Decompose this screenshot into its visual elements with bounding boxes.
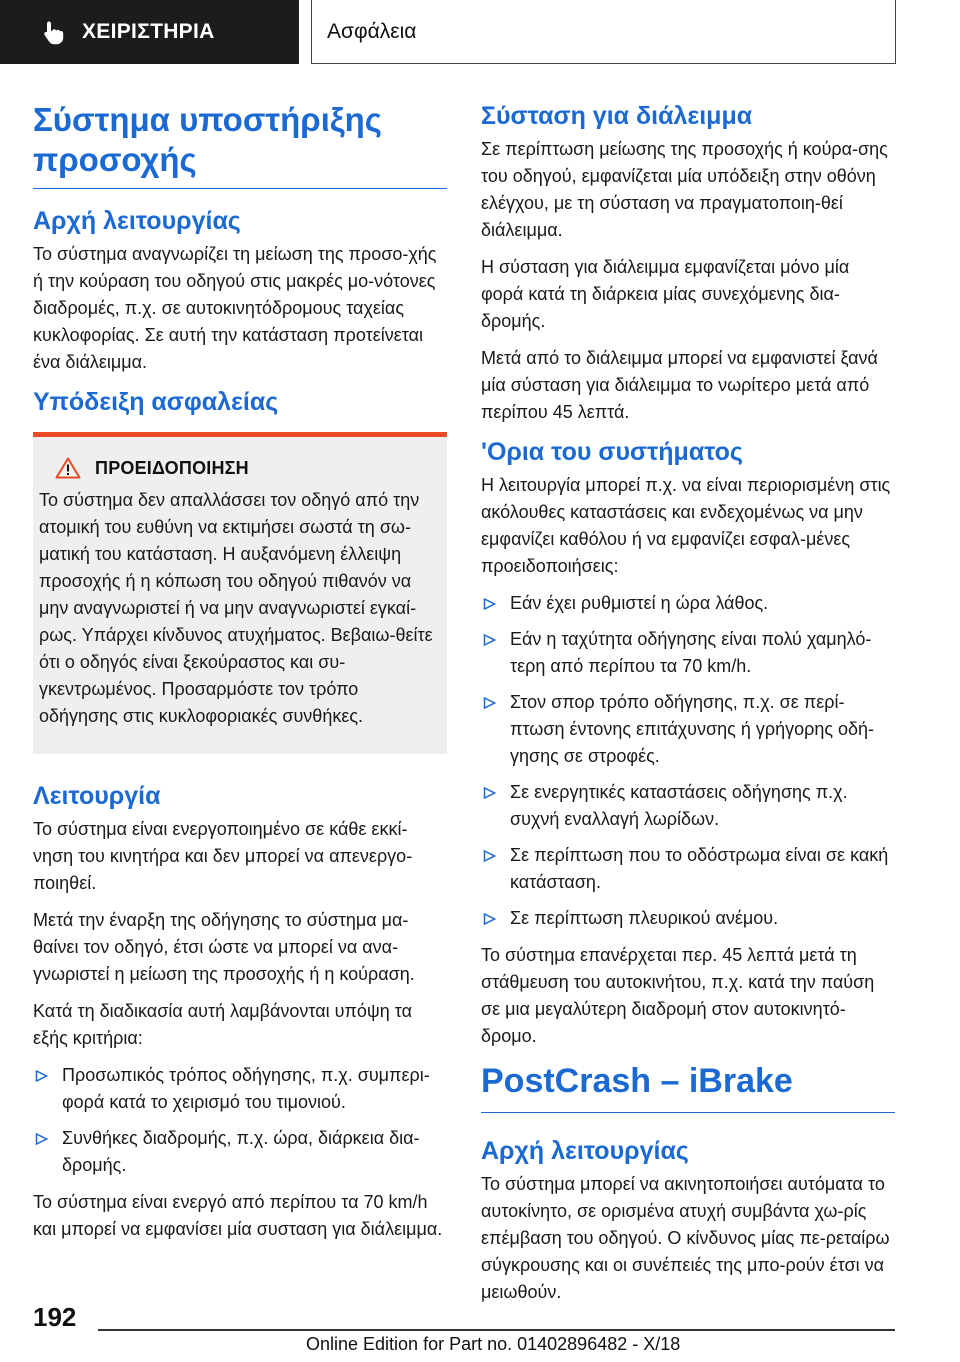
function-text-1: Το σύστημα είναι ενεργοποιημένο σε κάθε εκκί-νηση του κινητήρα και δεν μπορεί να απενεργο-ποιηθεί. [33, 819, 413, 893]
list-item: Συνθήκες διαδρομής, π.χ. ώρα, διάρκεια δια-δρομής. [33, 1125, 447, 1179]
list-item: Προσωπικός τρόπος οδήγησης, π.χ. συμπερι-φορά κατά το χειρισμό του τιμονιού. [33, 1062, 447, 1116]
warning-text: Το σύστημα δεν απαλλάσσει τον οδηγό από την ατομική του ευθύνη να εκτιμήσει σωστά τη σω-ματική του κατάσταση. Η αυξανόμενη έλλειψη προσοχής ή η κόπωση του οδηγού πιθανόν να μην αναγνωριστεί ή να μην αναγνωριστεί εγκαί-ρως. Υπάρχει κίνδυνος ατυχήματος. Βεβαιω-θείτε ότι ο οδηγός είναι ξεκούραστος και συ-γκεντρωμένος. Προσαρμόστε τον τρόπο οδήγησης στις κυκλοφοριακές συνθήκες. [39, 490, 433, 726]
triangle-bullet-icon [483, 850, 496, 862]
chapter-tab[interactable] [311, 0, 896, 64]
footer-divider [98, 1329, 895, 1331]
left-column [33, 100, 447, 1253]
warning-header [39, 457, 437, 479]
list-item: Σε ενεργητικές καταστάσεις οδήγησης π.χ. συχνή εναλλαγή λωρίδων. [481, 779, 895, 833]
triangle-bullet-icon [483, 598, 496, 610]
function-heading: Λειτουργία [33, 782, 161, 810]
triangle-bullet-icon [483, 634, 496, 646]
break-recommendation-heading: Σύσταση για διάλειμμα [481, 102, 753, 130]
attention-assistant-title: Σύστημα υποστήριξης προσοχής [33, 100, 447, 189]
break-text-2: Η σύσταση για διάλειμμα εμφανίζεται μόνο μία φορά κατά τη διάρκεια μίας συνεχόμενης δια-δρομής. [481, 257, 850, 331]
postcrash-principle-text: Το σύστημα μπορεί να ακινητοποιήσει αυτόματα το αυτοκίνητο, σε ορισμένα ατυχή συμβάντα χω-ρίς επέμβαση του οδηγού. Ο κίνδυνος μίας πε-ρεταίρω σύγκρουσης και οι συνέπειές της μπο-ρούν έτσι να μειωθούν. [481, 1174, 890, 1302]
list-item: Εάν έχει ρυθμιστεί η ώρα λάθος. [481, 590, 895, 617]
edition-text: Online Edition for Part no. 01402896482 - X/18 [306, 1334, 681, 1354]
function-text-2: Μετά την έναρξη της οδήγησης το σύστημα μα-θαίνει τον οδηγό, έτσι ώστε να μπορεί να ανα-γνωριστεί η μείωση της προσοχής ή η κούραση. [33, 910, 415, 984]
triangle-bullet-icon [483, 697, 496, 709]
list-item: Στον σπορ τρόπο οδήγησης, π.χ. σε περί-πτωση έντονης επιτάχυνσης ή γρήγορης οδή-γησης σε στροφές. [481, 689, 895, 770]
manual-section-label: ΧΕΙΡΙΣΤΗΡΙΑ [82, 20, 215, 43]
limits-list [481, 590, 895, 932]
function-text-4: Το σύστημα είναι ενεργό από περίπου τα 70 km/h και μπορεί να εμφανίσει μία συσταση για διάλειμμα. [33, 1192, 443, 1239]
break-text-1: Σε περίπτωση μείωσης της προσοχής ή κούρα-σης του οδηγού, εμφανίζεται μία υπόδειξη στην οθόνη ελέγχου, με τη σύσταση να πραγματοποιη-θεί διάλειμμα. [481, 139, 888, 240]
postcrash-title: PostCrash – iBrake [481, 1060, 895, 1113]
safety-heading: Υπόδειξη ασφαλείας [33, 388, 279, 416]
right-column [481, 100, 895, 1316]
limits-text: Η λειτουργία μπορεί π.χ. να είναι περιορισμένη στις ακόλουθες καταστάσεις και ενδεχομένως να μην εμφανίζει καθόλου ή να εμφανίζει εσφαλ-μένες προειδοποιήσεις: [481, 475, 891, 576]
page-number: 192 [33, 1302, 77, 1332]
triangle-bullet-icon [483, 913, 496, 925]
limits-text-2: Το σύστημα επανέρχεται περ. 45 λεπτά μετά τη στάθμευση του αυτοκινήτου, π.χ. κατά την παύση σε μια μεγαλύτερη διαδρομή στον αυτοκινητό-δρομο. [481, 945, 875, 1046]
function-text-3: Κατά τη διαδικασία αυτή λαμβάνονται υπόψη τα εξής κριτήρια: [33, 1001, 413, 1048]
page-header [0, 0, 960, 66]
triangle-bullet-icon [35, 1133, 48, 1145]
warning-box [33, 432, 447, 754]
system-limits-heading: 'Ορια του συστήματος [481, 438, 743, 466]
triangle-bullet-icon [35, 1070, 48, 1082]
page-footer [0, 1296, 960, 1362]
chapter-label: Ασφάλεια [327, 19, 417, 43]
principle-text: Το σύστημα αναγνωρίζει τη μείωση της προσο-χής ή την κούραση του οδηγού στις μακρές μο-νότονες διαδρομές, π.χ. σε αυτοκινητόδρομους ταχείας κυκλοφορίας. Σε αυτή την κατάσταση προτείνεται ένα διάλειμμα. [33, 244, 437, 372]
warning-triangle-icon [55, 457, 81, 479]
postcrash-principle-heading: Αρχή λειτουργίας [481, 1137, 689, 1165]
list-item: Σε περίπτωση πλευρικού ανέμου. [481, 905, 895, 932]
hand-pointer-icon [40, 19, 66, 45]
principle-heading: Αρχή λειτουργίας [33, 207, 241, 235]
list-item: Εάν η ταχύτητα οδήγησης είναι πολύ χαμηλό-τερη από περίπου τα 70 km/h. [481, 626, 895, 680]
warning-title: ΠΡΟΕΙΔΟΠΟΙΗΣΗ [95, 457, 249, 478]
break-text-3: Μετά από το διάλειμμα μπορεί να εμφανιστεί ξανά μία σύσταση για διάλειμμα το νωρίτερο μετά από περίπου 45 λεπτά. [481, 348, 878, 422]
list-item: Σε περίπτωση που το οδόστρωμα είναι σε κακή κατάσταση. [481, 842, 895, 896]
criteria-list [33, 1062, 447, 1179]
manual-section-tab[interactable] [0, 0, 299, 64]
triangle-bullet-icon [483, 787, 496, 799]
